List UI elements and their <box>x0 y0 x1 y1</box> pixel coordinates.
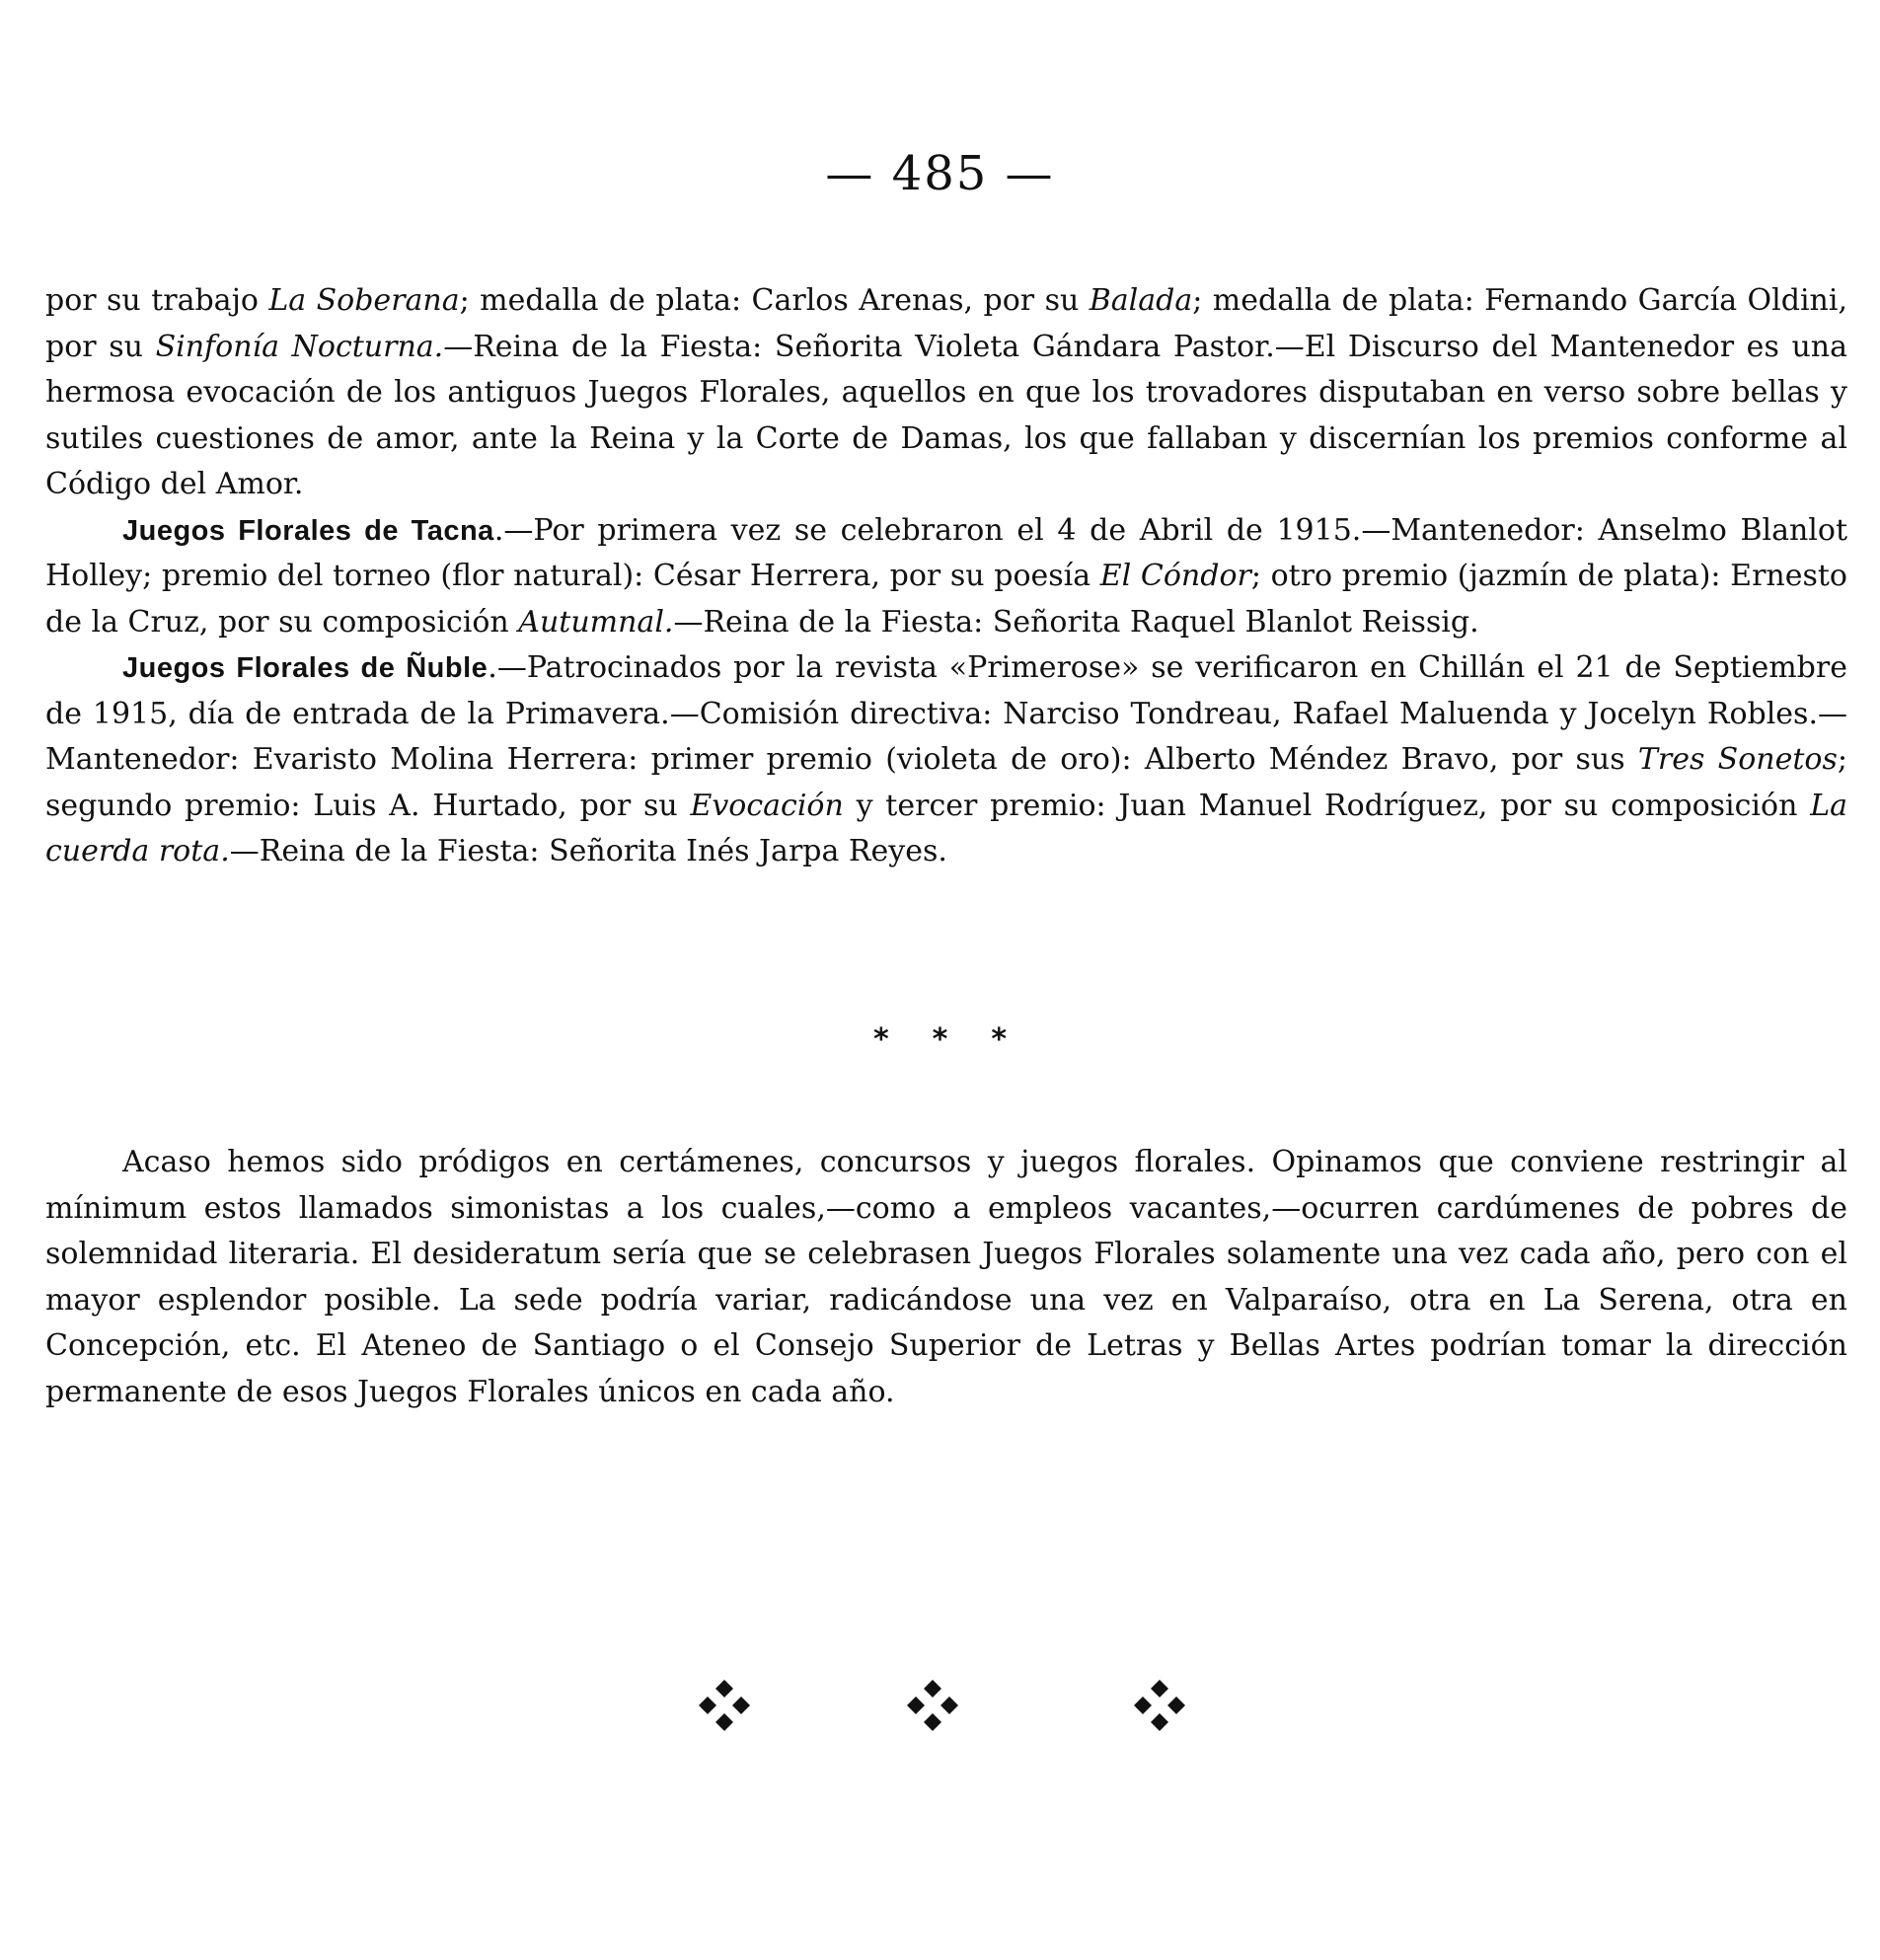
ornament-row <box>0 1678 1880 1747</box>
asterisk-icon: * <box>932 1022 948 1057</box>
work-title: Sinfonía Nocturna. <box>155 329 444 364</box>
paragraph-continuation: por su trabajo La Soberana; medalla de plata: Carlos Arenas, por su Balada; medalla de plata: Fernando García Oldini, por su Sinfonía Nocturna.—Reina de la Fiesta: Señorita Violeta Gándara Pastor.—El Discurso del Mantenedor es una hermosa evocación de los antiguos Juegos Florales, aquellos en que los trovadores disputaban en verso sobre bellas y sutiles cuestiones de amor, ante la Reina y la Corte de Damas, los que fallaban y discernían los premios conforme al Código del Amor. <box>45 283 1847 501</box>
four-diamond-fleuron-icon <box>697 1678 752 1733</box>
work-title: Tres Sonetos <box>1637 742 1838 777</box>
paragraph-closing: Acaso hemos sido pródigos en certámenes, concursos y juegos florales. Opinamos que conviene restringir al mínimum estos llamados simonistas a los cuales,—como a empleos vacantes,—ocurren cardúmenes de pobres de solemnidad literaria. El desideratum sería que se celebrasen Juegos Florales solamente una vez cada año, pero con el mayor esplendor posible. La sede podría variar, radicándose una vez en Valparaíso, otra en La Serena, otra en Concepción, etc. El Ateneo de Santiago o el Consejo Superior de Letras y Bellas Artes podrían tomar la dirección permanente de esos Juegos Florales únicos en cada año. <box>45 1145 1847 1409</box>
page-number: — 485 — <box>825 146 1055 201</box>
asterisk-icon: * <box>872 1022 889 1057</box>
paragraph-nuble: Juegos Florales de Ñuble.—Patrocinados por la revista «Primerose» se verificaron en Chillán el 21 de Septiembre de 1915, día de entrada de la Primavera.—Comisión directiva: Narciso Tondreau, Rafael Maluenda y Jocelyn Robles.—Mantenedor: Evaristo Molina Herrera: primer premio (violeta de oro): Alberto Méndez Bravo, por sus Tres Sonetos; segundo premio: Luis A. Hurtado, por su Evocación y tercer premio: Juan Manuel Rodríguez, por su composición La cuerda rota.—Reina de la Fiesta: Señorita Inés Jarpa Reyes. <box>45 650 1847 868</box>
work-title: Autumnal. <box>518 604 674 640</box>
work-title: La cuerda rota. <box>45 788 1847 868</box>
work-title: La Soberana <box>268 283 460 318</box>
work-title: Balada <box>1089 283 1193 318</box>
section-title-tacna: Juegos Florales de Tacna <box>122 514 494 547</box>
text-block-closing <box>45 1140 1847 1415</box>
section-title-nuble: Juegos Florales de Ñuble <box>122 652 489 684</box>
text-block-main <box>45 278 1847 875</box>
work-title: Evocación <box>690 788 844 823</box>
section-separator <box>0 1022 1880 1057</box>
work-title: El Cóndor <box>1099 559 1251 593</box>
paragraph-tacna: Juegos Florales de Tacna.—Por primera vez se celebraron el 4 de Abril de 1915.—Mantenedor: Anselmo Blanlot Holley; premio del torneo (flor natural): César Herrera, por su poesía El Cóndor; otro premio (jazmín de plata): Ernesto de la Cruz, por su composición Autumnal.—Reina de la Fiesta: Señorita Raquel Blanlot Reissig. <box>45 512 1847 640</box>
four-diamond-fleuron-icon <box>905 1678 960 1733</box>
four-diamond-fleuron-icon <box>1132 1678 1187 1733</box>
asterisk-icon: * <box>991 1022 1008 1057</box>
